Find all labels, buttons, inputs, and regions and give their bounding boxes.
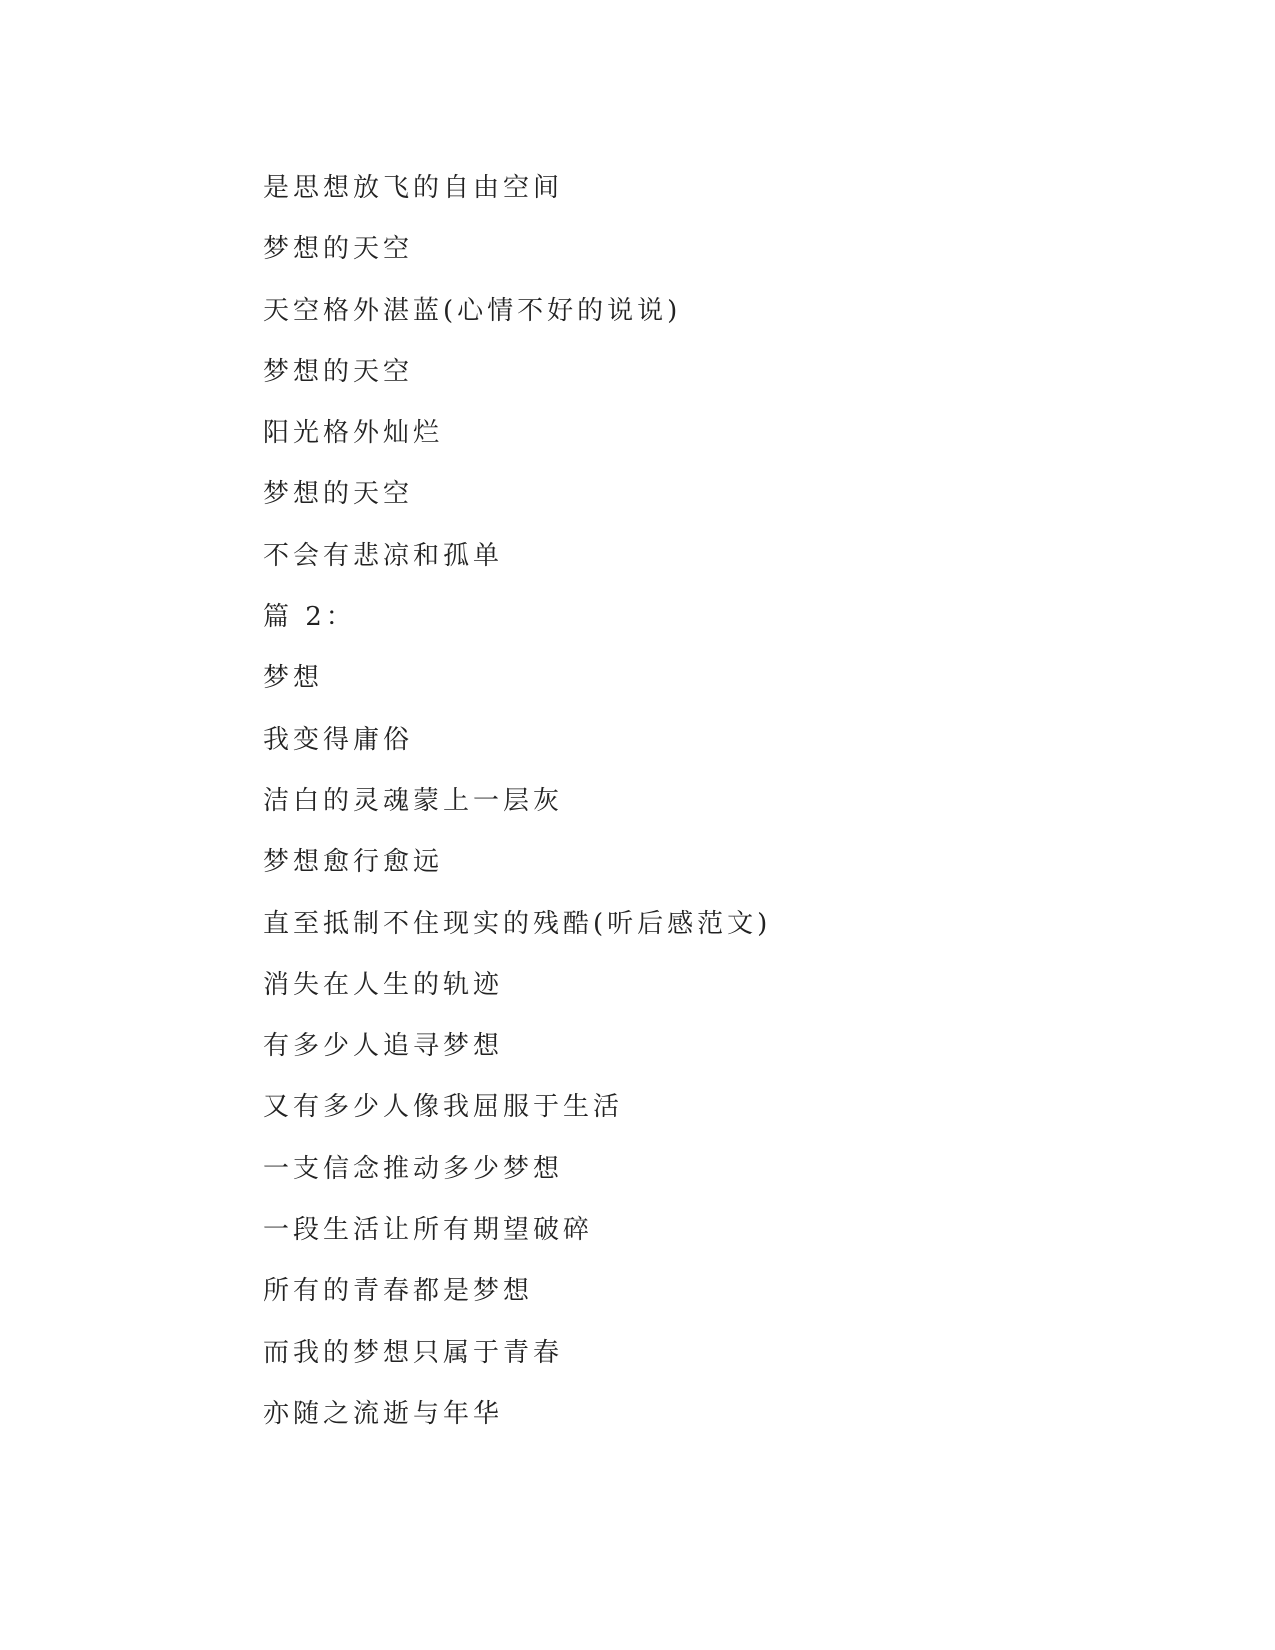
poem-line: 阳光格外灿烂 (263, 418, 444, 449)
poem-line: 我变得庸俗 (263, 724, 414, 755)
poem-line: 梦想愈行愈远 (263, 847, 444, 878)
poem-line: 梦想的天空 (263, 479, 414, 510)
poem-line: 又有多少人像我屈服于生活 (263, 1092, 624, 1123)
poem-line: 而我的梦想只属于青春 (263, 1337, 564, 1368)
poem-line: 是思想放飞的自由空间 (263, 173, 564, 203)
poem-line: 梦想的天空 (263, 356, 414, 387)
poem-body (263, 168, 1163, 1455)
poem-line: 天空格外湛蓝(心情不好的说说) (263, 295, 682, 326)
poem-line: 有多少人追寻梦想 (263, 1031, 504, 1062)
poem-line: 梦想的天空 (263, 234, 414, 265)
section-heading: 篇 2： (263, 602, 356, 633)
poem-line: 一支信念推动多少梦想 (263, 1153, 564, 1184)
poem-line: 消失在人生的轨迹 (263, 969, 504, 1000)
poem-line: 一段生活让所有期望破碎 (263, 1215, 594, 1246)
poem-line: 亦随之流逝与年华 (263, 1398, 504, 1429)
poem-line: 直至抵制不住现实的残酷(听后感范文) (263, 908, 772, 939)
poem-line: 不会有悲凉和孤单 (263, 540, 504, 571)
poem-line: 洁白的灵魂蒙上一层灰 (263, 785, 564, 816)
poem-title: 梦想 (263, 663, 324, 694)
poem-line: 所有的青春都是梦想 (263, 1276, 534, 1307)
